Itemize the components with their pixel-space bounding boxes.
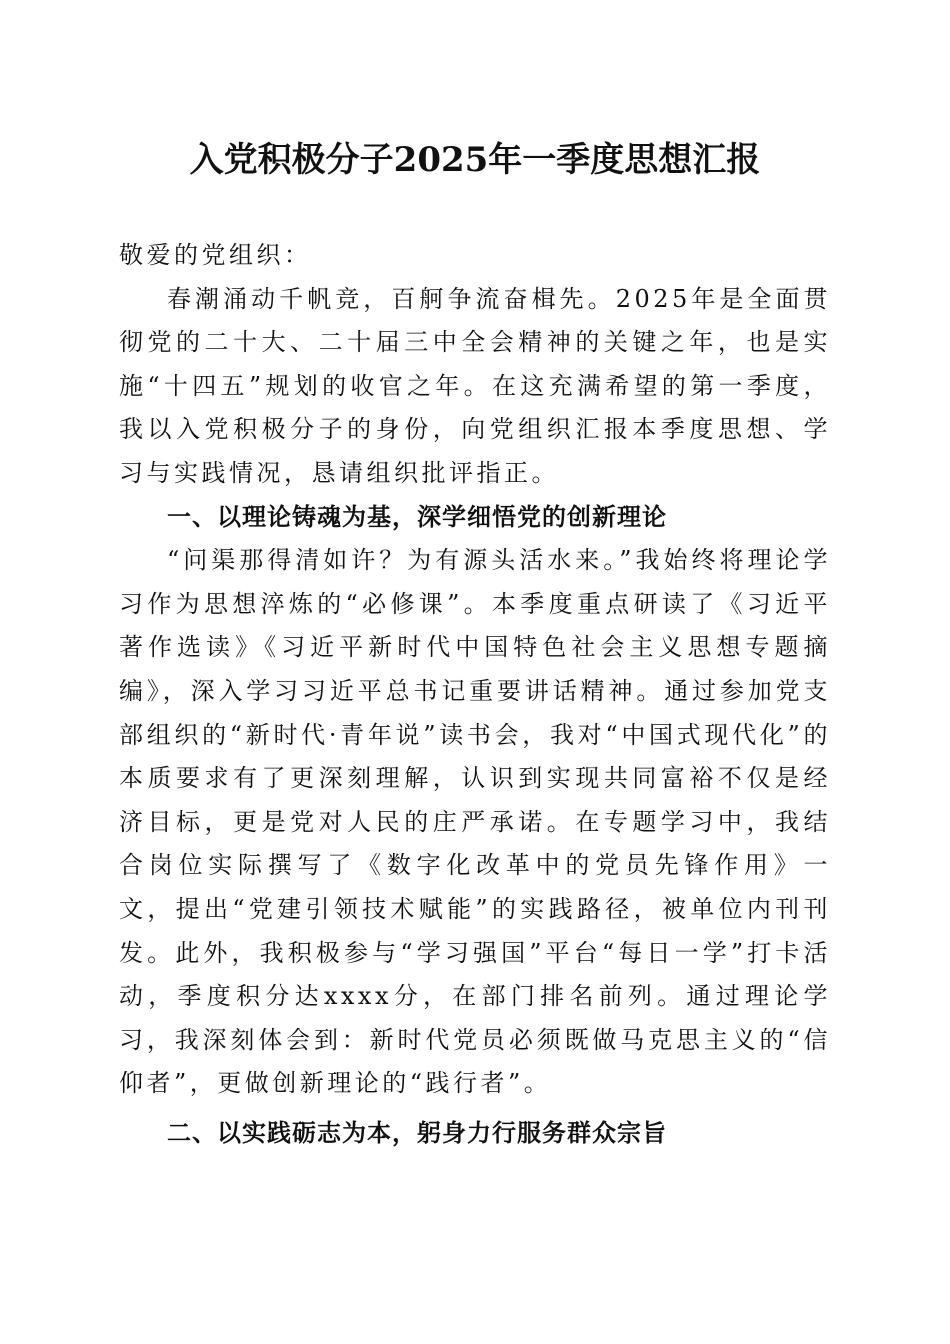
section-heading-1: 一、以理论铸魂为基，深学细悟党的创新理论	[167, 502, 667, 531]
document-body	[119, 234, 831, 1155]
document-title: 入党积极分子2025年一季度思想汇报	[189, 140, 761, 180]
section-heading-2: 二、以实践砺志为本，躬身力行服务群众宗旨	[167, 1118, 667, 1147]
section-1-paragraph: “问渠那得清如许？为有源头活水来。”我始终将理论学习作为思想淬炼的“必修课”。本季度重点研读了《习近平著作选读》《习近平新时代中国特色社会主义思想专题摘编》，深入学习习近平总书记重要讲话精神。通过参加党支部组织的“新时代·青年说”读书会，我对“中国式现代化”的本质要求有了更深刻理解，认识到实现共同富裕不仅是经济目标，更是党对人民的庄严承诺。在专题学习中，我结合岗位实际撰写了《数字化改革中的党员先锋作用》一文，提出“党建引领技术赋能”的实践路径，被单位内刊刊发。此外，我积极参与“学习强国”平台“每日一学”打卡活动，季度积分达xxxx分，在部门排名前列。通过理论学习，我深刻体会到：新时代党员必须既做马克思主义的“信仰者”，更做创新理论的“践行者”。	[119, 546, 831, 1098]
salutation: 敬爱的党组织：	[119, 241, 312, 269]
intro-paragraph: 春潮涌动千帆竞，百舸争流奋楫先。2025年是全面贯彻党的二十大、二十届三中全会精神的关键之年，也是实施“十四五”规划的收官之年。在这充满希望的第一季度，我以入党积极分子的身份，向党组织汇报本季度思想、学习与实践情况，恳请组织批评指正。	[119, 284, 831, 487]
